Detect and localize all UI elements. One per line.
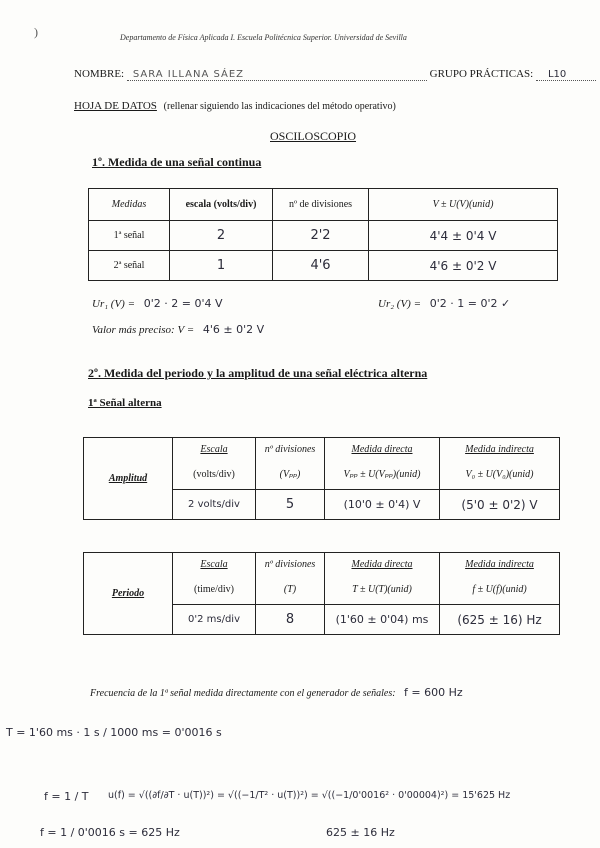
th-medidas: Medidas bbox=[89, 189, 170, 221]
ur2-value: 0'2 · 1 = 0'2 ✓ bbox=[429, 297, 511, 310]
dc-signal-table bbox=[88, 188, 558, 281]
ur1-value: 0'2 · 2 = 0'4 V bbox=[143, 297, 223, 310]
per-escala-value: 0'2 ms/div bbox=[173, 605, 256, 635]
ur1-label: Ur₁ (V) = bbox=[92, 298, 136, 310]
row2-divisiones: 4'6 bbox=[273, 251, 369, 281]
department-header: Departamento de Física Aplicada I. Escuela Politécnica Superior. Universidad de Sevilla bbox=[120, 33, 407, 42]
doc-title: OSCILOSCOPIO bbox=[270, 129, 357, 143]
best-value-row bbox=[92, 323, 264, 336]
per-row-label: Periodo bbox=[84, 553, 173, 635]
per-div-value: 8 bbox=[256, 605, 325, 635]
amp-escala-header: Escala (volts/div) bbox=[173, 438, 256, 490]
amplitude-table bbox=[83, 437, 560, 520]
calc-line-2b: u(f) = √((∂f/∂T · u(T))²) = √((−1/T² · u(T))²) = √((−1/0'0016² · 0'00004)²) = 15'625 Hz bbox=[108, 790, 511, 801]
row2-escala: 1 bbox=[170, 251, 273, 281]
freq-value: f = 600 Hz bbox=[404, 686, 463, 699]
calc-line-3b: 625 ± 16 Hz bbox=[326, 826, 395, 839]
corner-mark: ) bbox=[34, 25, 38, 39]
best-label: Valor más preciso: V = bbox=[92, 324, 195, 336]
section1-heading: 1º. Medida de una señal continua bbox=[92, 155, 262, 169]
name-row bbox=[74, 68, 596, 81]
th-divisiones: nº de divisiones bbox=[273, 189, 369, 221]
amp-indirect-value: (5'0 ± 0'2) V bbox=[440, 490, 560, 520]
calc-line-3a: f = 1 / 0'0016 s = 625 Hz bbox=[40, 826, 180, 839]
sheet-note: (rellenar siguiendo las indicaciones del método operativo) bbox=[163, 101, 396, 112]
name-label: NOMBRE: bbox=[74, 68, 125, 80]
amp-indirect-header: Medida indirecta V₀ ± U(V₀)(unid) bbox=[440, 438, 560, 490]
period-table bbox=[83, 552, 560, 635]
row2-voltage: 4'6 ± 0'2 V bbox=[369, 251, 558, 281]
per-indirect-header: Medida indirecta f ± U(f)(unid) bbox=[440, 553, 560, 605]
row1-label: 1ª señal bbox=[89, 221, 170, 251]
th-escala: escala (volts/div) bbox=[170, 189, 273, 221]
calc-line-2a: f = 1 / T bbox=[44, 790, 89, 803]
section2-subheading: 1ª Señal alterna bbox=[88, 397, 162, 409]
amp-direct-value: (10'0 ± 0'4) V bbox=[325, 490, 440, 520]
row1-voltage: 4'4 ± 0'4 V bbox=[369, 221, 558, 251]
freq-label: Frecuencia de la 1ª señal medida directamente con el generador de señales: bbox=[90, 688, 396, 699]
per-indirect-value: (625 ± 16) Hz bbox=[440, 605, 560, 635]
th-voltage: V ± U(V)(unid) bbox=[369, 189, 558, 221]
section2-heading: 2º. Medida del periodo y la amplitud de una señal eléctrica alterna bbox=[88, 366, 428, 380]
per-div-header: nº divisiones (T) bbox=[256, 553, 325, 605]
amp-direct-header: Medida directa Vₚₚ ± U(Vₚₚ)(unid) bbox=[325, 438, 440, 490]
amp-row-label: Amplitud bbox=[84, 438, 173, 520]
row1-divisiones: 2'2 bbox=[273, 221, 369, 251]
row2-label: 2ª señal bbox=[89, 251, 170, 281]
ur2-row bbox=[378, 297, 510, 310]
group-label: GRUPO PRÁCTICAS: bbox=[429, 68, 534, 80]
best-value: 4'6 ± 0'2 V bbox=[202, 323, 265, 336]
name-value: SARA ILLANA SÁEZ bbox=[132, 69, 245, 80]
freq-row bbox=[90, 686, 463, 699]
group-value: L10 bbox=[547, 69, 567, 80]
per-direct-header: Medida directa T ± U(T)(unid) bbox=[325, 553, 440, 605]
per-escala-header: Escala (time/div) bbox=[173, 553, 256, 605]
ur1-row bbox=[92, 297, 223, 310]
row1-escala: 2 bbox=[170, 221, 273, 251]
calc-line-1: T = 1'60 ms · 1 s / 1000 ms = 0'0016 s bbox=[6, 726, 222, 739]
ur2-label: Ur₂ (V) = bbox=[378, 298, 422, 310]
amp-div-header: nº divisiones (Vₚₚ) bbox=[256, 438, 325, 490]
sheet-title: HOJA DE DATOS bbox=[74, 100, 157, 112]
per-direct-value: (1'60 ± 0'04) ms bbox=[325, 605, 440, 635]
sheet-title-row bbox=[74, 100, 396, 112]
amp-div-value: 5 bbox=[256, 490, 325, 520]
amp-escala-value: 2 volts/div bbox=[173, 490, 256, 520]
